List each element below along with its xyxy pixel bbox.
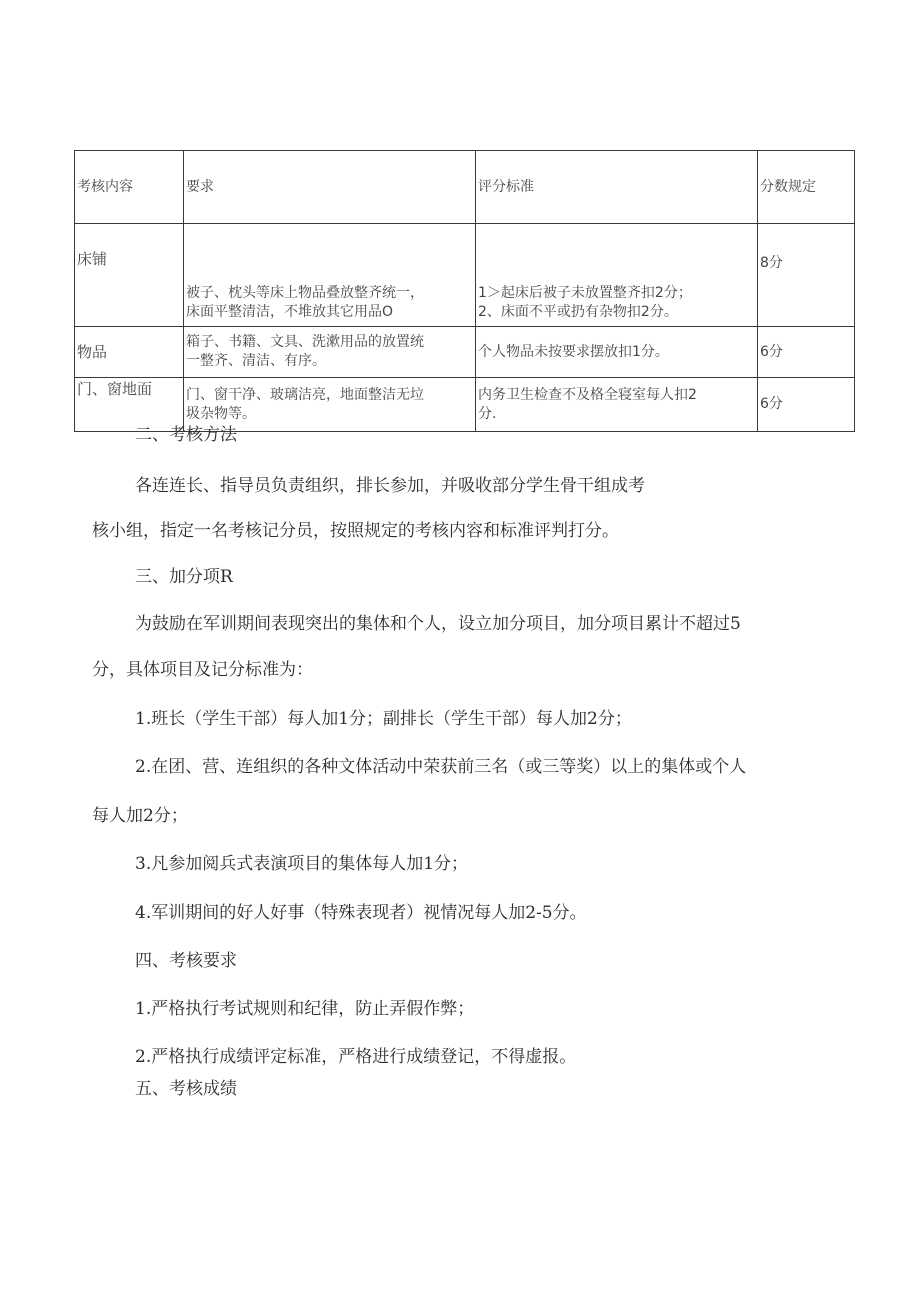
header-requirement: 要求 bbox=[184, 151, 476, 224]
paragraph-line: 各连连长、指导员负责组织，排长参加，并吸收部分学生骨干组成考 bbox=[135, 476, 645, 496]
paragraph-line: 分，具体项目及记分标准为： bbox=[92, 660, 313, 680]
list-item: 1.严格执行考试规则和纪律，防止弄假作弊； bbox=[135, 999, 475, 1019]
row-standard: 个人物品未按要求摆放扣1分。 bbox=[476, 327, 758, 378]
list-item: 2.严格执行成绩评定标准，严格进行成绩登记，不得虚报。 bbox=[135, 1047, 577, 1067]
list-item: 3.凡参加阅兵式表演项目的集体每人加1分； bbox=[135, 854, 469, 874]
table-row bbox=[75, 327, 855, 378]
paragraph-line: 为鼓励在军训期间表现突出的集体和个人，设立加分项目，加分项目累计不超过5 bbox=[135, 614, 741, 634]
section-5-title: 五、考核成绩 bbox=[135, 1079, 237, 1099]
row-requirement: 被子、枕头等床上物品叠放整齐统一， 床面平整清洁，不堆放其它用品O bbox=[184, 224, 476, 327]
list-item: 2.在团、营、连组织的各种文体活动中荣获前三名（或三等奖）以上的集体或个人 bbox=[135, 757, 747, 777]
row-content: 物品 bbox=[75, 327, 184, 378]
header-score: 分数规定 bbox=[758, 151, 855, 224]
row-requirement: 箱子、书籍、文具、洗漱用品的放置统 一整齐、清洁、有序。 bbox=[184, 327, 476, 378]
section-3-title: 三、加分项R bbox=[135, 567, 233, 587]
table-header-row bbox=[75, 151, 855, 224]
header-content: 考核内容 bbox=[75, 151, 184, 224]
section-4-title: 四、考核要求 bbox=[135, 951, 237, 971]
paragraph-line: 核小组，指定一名考核记分员，按照规定的考核内容和标准评判打分。 bbox=[92, 521, 619, 541]
row-content: 床铺 bbox=[75, 224, 184, 327]
assessment-table bbox=[74, 150, 855, 432]
row-standard: 1＞起床后被子未放置整齐扣2分； 2、床面不平或扔有杂物扣2分。 bbox=[476, 224, 758, 327]
header-standard: 评分标准 bbox=[476, 151, 758, 224]
list-item: 1.班长（学生干部）每人加1分；副排长（学生干部）每人加2分； bbox=[135, 709, 632, 729]
section-2-title: 二、考核方法 bbox=[135, 425, 237, 445]
row-standard: 内务卫生检查不及格全寝室每人扣2 分. bbox=[476, 378, 758, 432]
table-row bbox=[75, 224, 855, 327]
row-score: 6分 bbox=[758, 378, 855, 432]
row-score: 8分 bbox=[758, 224, 855, 327]
row-requirement: 门、窗干净、玻璃洁亮，地面整洁无垃 圾杂物等。 bbox=[184, 378, 476, 432]
list-item: 每人加2分； bbox=[92, 806, 188, 826]
list-item: 4.军训期间的好人好事（特殊表现者）视情况每人加2-5分。 bbox=[135, 903, 587, 923]
row-content: 门、窗地面 bbox=[75, 378, 184, 432]
row-score: 6分 bbox=[758, 327, 855, 378]
